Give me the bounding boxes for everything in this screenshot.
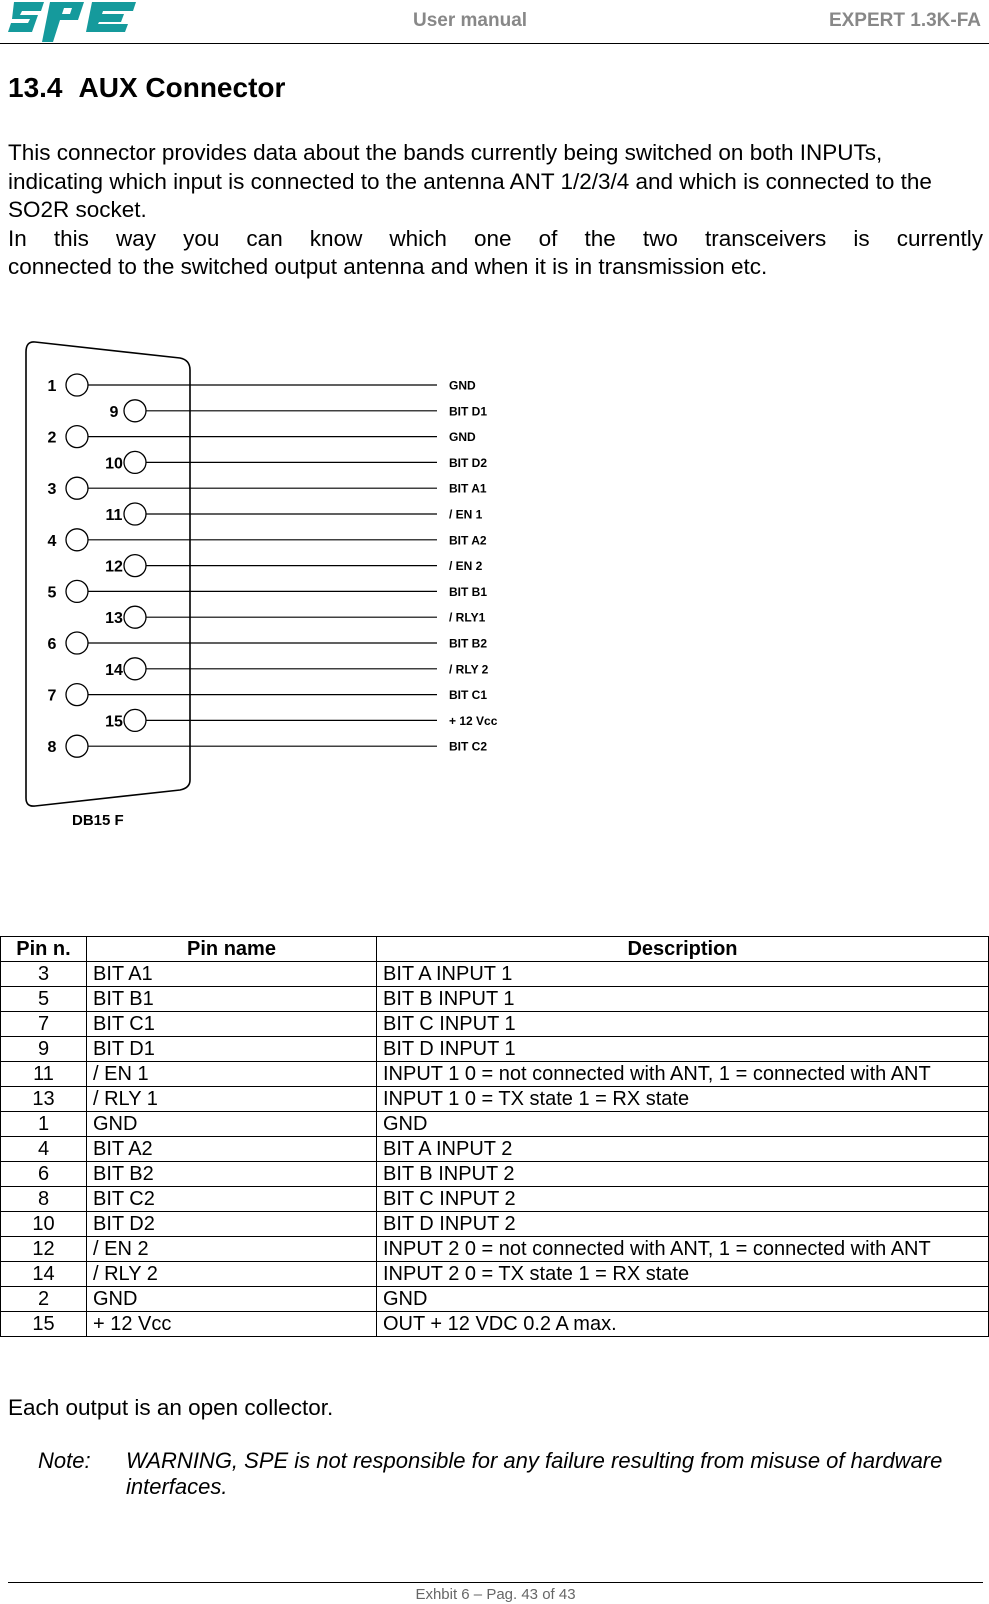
cell-pin-name: BIT A2	[87, 1137, 377, 1162]
pin-signal-label: BIT B2	[449, 636, 488, 651]
pin-socket-icon	[124, 606, 146, 628]
pin-socket-icon	[66, 529, 88, 551]
cell-pin-name: BIT B2	[87, 1162, 377, 1187]
pin-socket-icon	[66, 477, 88, 499]
table-row	[1, 1062, 989, 1087]
cell-description: GND	[377, 1287, 989, 1312]
pin-number-label: 7	[47, 687, 57, 705]
pin-number-label: 8	[47, 739, 57, 757]
cell-pin-number: 14	[1, 1262, 87, 1287]
pin-signal-label: / RLY 2	[449, 662, 489, 677]
pin-signal-label: BIT D2	[449, 455, 488, 470]
open-collector-note: Each output is an open collector.	[8, 1395, 334, 1420]
cell-description: BIT A INPUT 2	[377, 1137, 989, 1162]
page-header	[0, 0, 989, 44]
cell-pin-name: BIT C1	[87, 1012, 377, 1037]
table-row	[1, 962, 989, 987]
pin-signal-label: / RLY1	[449, 610, 486, 625]
cell-pin-name: + 12 Vcc	[87, 1312, 377, 1337]
note-text: WARNING, SPE is not responsible for any failure resulting from misuse of hardware interfaces.	[126, 1448, 943, 1499]
pin-number-label: 11	[105, 507, 123, 524]
pin-number-label: 6	[47, 636, 57, 653]
pin-signal-label: BIT A2	[449, 533, 487, 548]
pin-socket-icon	[124, 658, 146, 680]
cell-pin-number: 13	[1, 1087, 87, 1112]
cell-pin-name: BIT C2	[87, 1187, 377, 1212]
table-row	[1, 1287, 989, 1312]
intro-paragraph-2-line-1: In this way you can know which one of the two transceivers is currently	[8, 225, 983, 251]
cell-pin-name: BIT D2	[87, 1212, 377, 1237]
cell-description: OUT + 12 VDC 0.2 A max.	[377, 1312, 989, 1337]
cell-description: BIT C INPUT 2	[377, 1187, 989, 1212]
pin-socket-icon	[66, 735, 88, 757]
pin-number-label: 14	[105, 661, 123, 679]
header-description: Description	[377, 937, 989, 962]
cell-pin-number: 2	[1, 1287, 87, 1312]
pin-socket-icon	[66, 684, 88, 706]
pin-socket-icon	[66, 632, 88, 654]
pin-signal-label: BIT D1	[449, 404, 488, 419]
pin-signal-label: BIT C2	[449, 739, 488, 754]
pin-signal-label: / EN 2	[449, 559, 483, 574]
table-row	[1, 1012, 989, 1037]
section-title: AUX Connector	[78, 72, 286, 103]
pin-number-label: 13	[105, 610, 123, 628]
cell-pin-name: BIT A1	[87, 962, 377, 987]
cell-description: INPUT 2 0 = not connected with ANT, 1 = connected with ANT	[377, 1237, 989, 1262]
pin-number-label: 12	[105, 558, 123, 576]
pin-socket-icon	[124, 400, 146, 422]
pin-number-label: 1	[47, 378, 57, 395]
pin-signal-label: GND	[449, 430, 476, 445]
cell-description: GND	[377, 1112, 989, 1137]
header-pin-number: Pin n.	[1, 937, 87, 962]
cell-pin-number: 1	[1, 1112, 87, 1137]
cell-pin-number: 12	[1, 1237, 87, 1262]
cell-pin-number: 11	[1, 1062, 87, 1087]
cell-pin-name: GND	[87, 1112, 377, 1137]
table-row	[1, 1137, 989, 1162]
pin-socket-icon	[66, 426, 88, 448]
cell-pin-number: 15	[1, 1312, 87, 1337]
table-row	[1, 1262, 989, 1287]
db15-pinout-diagram	[0, 330, 560, 850]
table-row	[1, 1037, 989, 1062]
intro-text	[8, 139, 983, 282]
cell-pin-number: 8	[1, 1187, 87, 1212]
pin-socket-icon	[124, 555, 146, 577]
header-model: EXPERT 1.3K-FA	[828, 10, 981, 31]
note-label: Note:	[38, 1448, 91, 1473]
section-number: 13.4	[8, 72, 63, 103]
table-header-row	[1, 937, 989, 962]
pin-socket-icon	[124, 503, 146, 525]
cell-description: BIT D INPUT 2	[377, 1212, 989, 1237]
table-row	[1, 987, 989, 1012]
cell-description: INPUT 1 0 = TX state 1 = RX state	[377, 1087, 989, 1112]
pin-number-label: 10	[105, 455, 123, 473]
intro-paragraph-1: This connector provides data about the bands currently being switched on both INPUTs, indicating which input is connected to the antenna ANT 1/2/3/4 and which is connected to the SO2R socket.	[8, 140, 932, 222]
cell-pin-name: GND	[87, 1287, 377, 1312]
pin-socket-icon	[124, 709, 146, 731]
warning-note	[38, 1448, 983, 1500]
pin-signal-label: BIT C1	[449, 688, 488, 703]
pin-number-label: 5	[47, 584, 57, 602]
spe-logo	[8, 2, 138, 42]
table-row	[1, 1112, 989, 1137]
pin-table	[0, 936, 989, 1337]
header-pin-name: Pin name	[87, 937, 377, 962]
table-row	[1, 1187, 989, 1212]
pin-socket-icon	[124, 451, 146, 473]
table-row	[1, 1212, 989, 1237]
cell-pin-name: BIT D1	[87, 1037, 377, 1062]
cell-pin-number: 5	[1, 987, 87, 1012]
pin-number-label: 4	[47, 532, 57, 550]
cell-description: INPUT 1 0 = not connected with ANT, 1 = connected with ANT	[377, 1062, 989, 1087]
pin-socket-icon	[66, 374, 88, 396]
cell-pin-name: / RLY 1	[87, 1087, 377, 1112]
table-body	[1, 962, 989, 1337]
table-row	[1, 1162, 989, 1187]
page-footer: Exhbit 6 – Pag. 43 of 43	[8, 1582, 983, 1603]
pin-number-label: 2	[47, 429, 57, 447]
cell-pin-name: / EN 1	[87, 1062, 377, 1087]
pin-signal-label: GND	[449, 378, 476, 393]
cell-pin-number: 4	[1, 1137, 87, 1162]
cell-pin-number: 9	[1, 1037, 87, 1062]
cell-pin-name: / RLY 2	[87, 1262, 377, 1287]
cell-description: BIT B INPUT 2	[377, 1162, 989, 1187]
header-title: User manual	[413, 10, 528, 31]
cell-description: BIT A INPUT 1	[377, 962, 989, 987]
pin-socket-icon	[66, 580, 88, 602]
pin-signal-label: / EN 1	[449, 507, 483, 522]
pin-number-label: 15	[105, 713, 123, 731]
section-heading	[8, 72, 285, 104]
pin-signal-label: BIT A1	[449, 481, 487, 496]
pin-layer	[48, 374, 498, 757]
cell-pin-name: BIT B1	[87, 987, 377, 1012]
pin-signal-label: BIT B1	[449, 584, 488, 599]
table-row	[1, 1312, 989, 1337]
cell-pin-number: 6	[1, 1162, 87, 1187]
table-row	[1, 1237, 989, 1262]
intro-paragraph-2-line-2: connected to the switched output antenna and when it is in transmission etc.	[8, 254, 768, 279]
pin-signal-label: + 12 Vcc	[449, 713, 498, 728]
cell-description: BIT D INPUT 1	[377, 1037, 989, 1062]
cell-description: INPUT 2 0 = TX state 1 = RX state	[377, 1262, 989, 1287]
pin-number-label: 9	[109, 403, 119, 421]
cell-pin-name: / EN 2	[87, 1237, 377, 1262]
cell-pin-number: 7	[1, 1012, 87, 1037]
cell-description: BIT C INPUT 1	[377, 1012, 989, 1037]
cell-pin-number: 3	[1, 962, 87, 987]
connector-label: DB15 F	[72, 812, 124, 829]
cell-description: BIT B INPUT 1	[377, 987, 989, 1012]
table-row	[1, 1087, 989, 1112]
pin-number-label: 3	[47, 481, 57, 499]
cell-pin-number: 10	[1, 1212, 87, 1237]
